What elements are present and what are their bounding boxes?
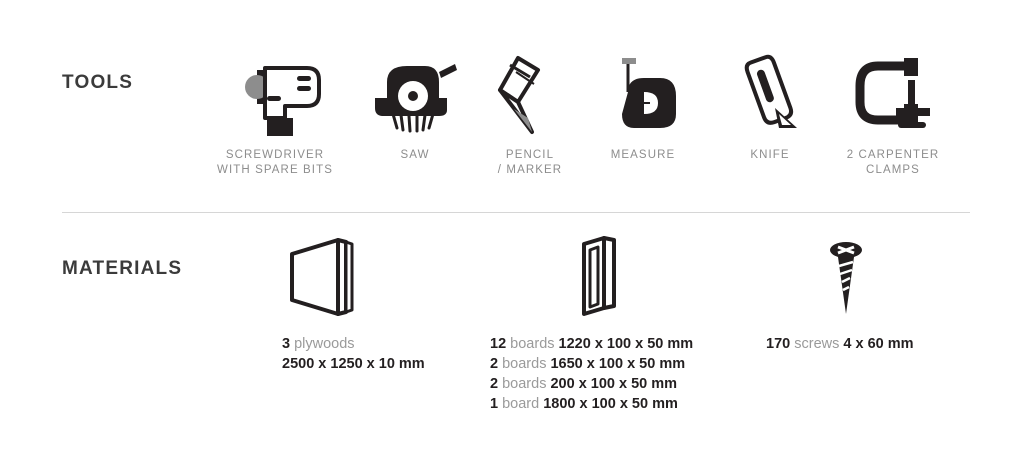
tool-label-line1: 2 CARPENTER [846,149,940,161]
material-qty: 2 [490,376,499,392]
tool-label-line2: / MARKER [497,164,563,176]
screw-icon [816,224,914,318]
carpenter-clamp-icon [818,46,968,138]
material-noun: screws [794,336,840,352]
material-dims: 4 x 60 mm [843,336,914,352]
material-dims: 1650 x 100 x 50 mm [550,356,686,372]
material-noun: plywoods [294,336,355,352]
material-dims: 1800 x 100 x 50 mm [543,396,678,412]
material-text-boards [490,334,693,414]
tool-label-line1: MEASURE [610,149,676,161]
material-qty: 1 [490,396,499,412]
drill-screwdriver-icon [200,46,350,138]
material-dims: 200 x 100 x 50 mm [550,376,678,392]
tool-label-line2: WITH SPARE BITS [217,164,333,176]
material-qty: 170 [766,336,791,352]
tool-label-line1: SCREWDRIVER [225,149,325,161]
material-item-screws [766,224,914,354]
tool-label-line2: CLAMPS [866,164,920,176]
material-qty: 12 [490,336,507,352]
boards-icon [570,224,693,318]
material-dims: 1220 x 100 x 50 mm [558,336,694,352]
material-qty: 3 [282,336,291,352]
materials-heading: MATERIALS [62,258,183,279]
tool-label-line1: PENCIL [505,149,555,161]
materials-section [0,212,1024,454]
tools-heading: TOOLS [62,72,134,93]
material-noun: boards [510,336,555,352]
material-noun: board [502,396,540,412]
tool-item-screwdriver [200,46,350,178]
material-text-screws [766,334,914,354]
tool-label-line1: SAW [400,149,430,161]
material-noun: boards [502,376,547,392]
tools-section [0,0,1024,212]
tool-label-line1: KNIFE [750,149,790,161]
material-noun: boards [502,356,547,372]
tool-item-clamps [818,46,968,178]
material-qty: 2 [490,356,499,372]
material-dims: 2500 x 1250 x 10 mm [282,356,425,372]
material-item-plywood [282,224,425,374]
plywood-sheet-icon [282,224,425,318]
material-text-plywood [282,334,425,374]
material-item-boards [490,224,693,414]
